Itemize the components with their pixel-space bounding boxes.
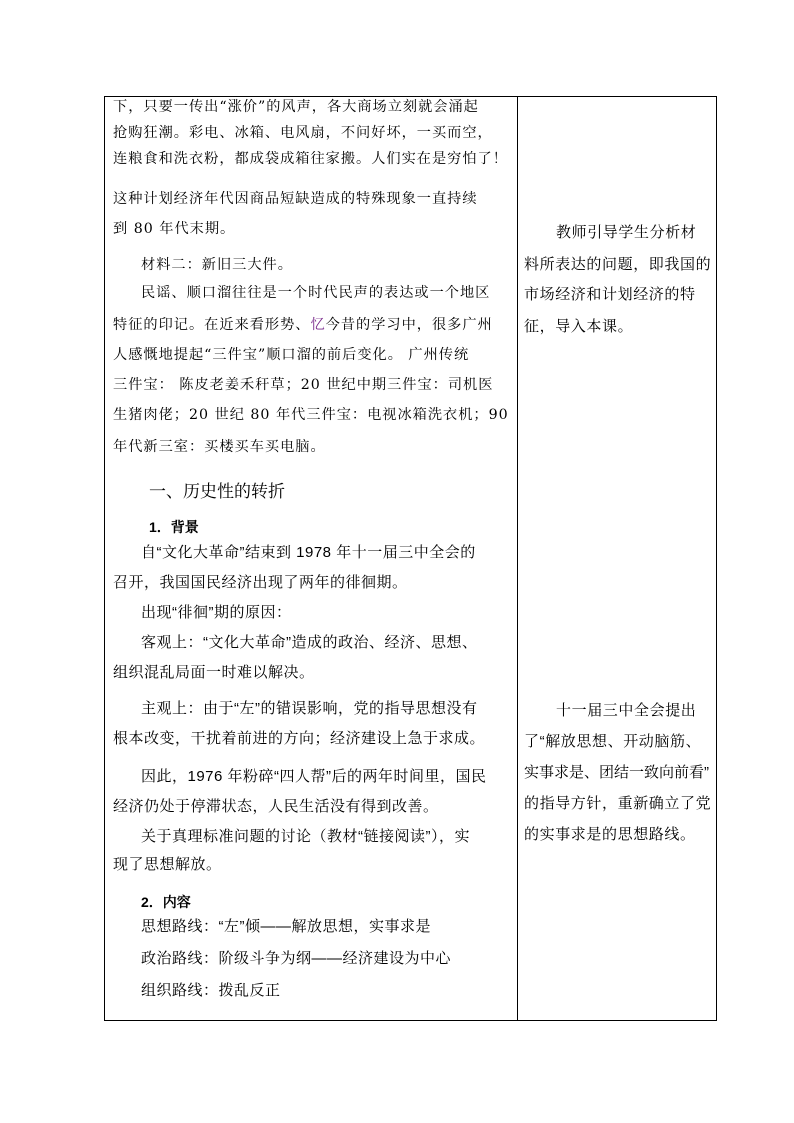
note-line: 十一届三中全会提出 bbox=[556, 702, 697, 719]
text-line: 连粮食和洗衣粉，都成袋成箱往家搬。人们实在是穷怕了！ bbox=[113, 151, 508, 167]
text-line: 客观上：“文化大革命”造成的政治、经济、思想、 bbox=[141, 634, 478, 651]
note-line: 教师引导学生分析材 bbox=[556, 224, 697, 241]
text-line: 年代新三室：买楼买车买电脑。 bbox=[113, 439, 326, 455]
text-line: 召开，我国国民经济出现了两年的徘徊期。 bbox=[113, 574, 408, 591]
note-line: 了“解放思想、开动脑筋、 bbox=[524, 733, 702, 750]
note-line: 实事求是、团结一致向前看” bbox=[524, 764, 709, 781]
note-line: 料所表达的问题，即我国的 bbox=[524, 256, 712, 273]
note-line: 市场经济和计划经济的特 bbox=[524, 286, 696, 303]
text-line: 下，只要一传出“涨价”的风声，各大商场立刻就会涌起 bbox=[113, 99, 479, 115]
text-line: 生猪肉佬；20 世纪 80 年代三件宝：电视冰箱洗衣机；90 bbox=[113, 407, 509, 423]
text-line: 到 80 年代末期。 bbox=[113, 221, 236, 237]
column-divider bbox=[517, 96, 518, 1021]
text-line: 抢购狂潮。彩电、冰箱、电风扇，不问好坏，一买而空， bbox=[113, 125, 493, 141]
text-line: 组织混乱局面一时难以解决。 bbox=[113, 664, 315, 681]
text-line: 出现“徘徊”期的原因： bbox=[141, 604, 292, 621]
note-line: 的实事求是的思想路线。 bbox=[524, 826, 696, 843]
material-title: 材料二：新旧三大件。 bbox=[141, 257, 293, 273]
text-line: 思想路线：“左”倾——解放思想，实事求是 bbox=[141, 918, 431, 935]
text-line: 经济仍处于停滞状态，人民生活没有得到改善。 bbox=[113, 798, 439, 815]
text-line: 自“文化大革命”结束到 1978 年十一届三中全会的 bbox=[141, 544, 476, 561]
text-line: 人感慨地提起“三件宝”顺口溜的前后变化。 广州传统 bbox=[113, 347, 470, 363]
text-line: 现了思想解放。 bbox=[113, 856, 222, 873]
text-line: 政治路线：阶级斗争为纲——经济建设为中心 bbox=[141, 950, 452, 967]
text-line: 主观上：由于“左”的错误影响，党的指导思想没有 bbox=[141, 700, 478, 717]
subheading-content: 2．内容 bbox=[141, 894, 191, 910]
text-line: 民谣、顺口溜往往是一个时代民声的表达或一个地区 bbox=[141, 285, 491, 301]
text-line: 三件宝： 陈皮老姜禾秆草；20 世纪中期三件宝：司机医 bbox=[113, 377, 494, 393]
text-line: 根本改变，干扰着前进的方向；经济建设上急于求成。 bbox=[113, 730, 486, 747]
section-heading: 一、历史性的转折 bbox=[149, 482, 285, 501]
text-line: 这种计划经济年代因商品短缺造成的特殊现象一直持续 bbox=[113, 191, 478, 207]
text-line: 特征的印记。在近来看形势、忆今昔的学习中，很多广州 bbox=[113, 317, 493, 333]
note-line: 征，导入本课。 bbox=[524, 318, 634, 335]
text-line: 组织路线：拨乱反正 bbox=[141, 982, 281, 999]
subheading-background: 1．背景 bbox=[149, 519, 199, 535]
note-line: 的指导方针，重新确立了党 bbox=[524, 795, 712, 812]
text-line: 因此，1976 年粉碎“四人帮”后的两年时间里，国民 bbox=[141, 768, 487, 785]
text-line: 关于真理标准问题的讨论（教材“链接阅读”），实 bbox=[141, 828, 470, 845]
